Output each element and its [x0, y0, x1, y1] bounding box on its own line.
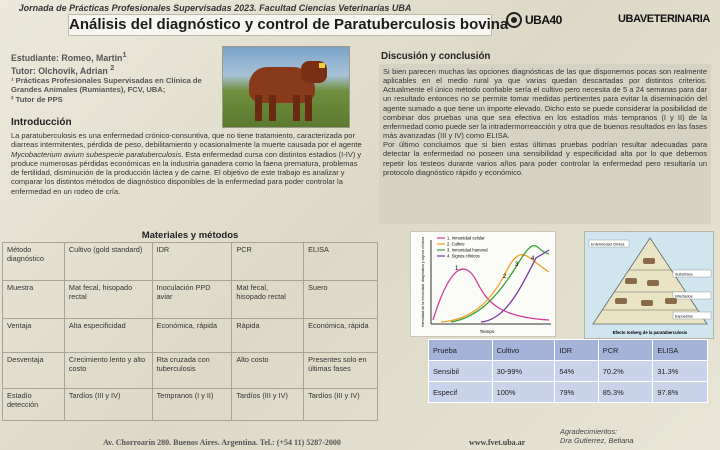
- materials-row: [3, 353, 378, 389]
- curve-label-4: 4: [531, 256, 535, 262]
- calf-leg: [255, 95, 262, 121]
- pyramid-tier-3: Infectados: [675, 294, 693, 299]
- results-cell: 70.2%: [598, 361, 653, 382]
- footer-address: Av. Chorroarín 280. Buenos Aires. Argentina. Tel.: (+54 11) 5287-2000: [103, 438, 341, 447]
- results-cell: Prueba: [429, 340, 493, 361]
- uba40-logo: [506, 11, 562, 29]
- immunity-graph: [410, 231, 556, 337]
- results-cell: 31.3%: [653, 361, 708, 382]
- pyramid-caption: Efecto Iceberg de la paratuberculosis: [612, 330, 688, 335]
- pyramid-tier-2: Subclínica: [675, 272, 693, 277]
- materials-row: [3, 319, 378, 353]
- intro-heading: Introducción: [11, 117, 72, 128]
- curve-cellular-immunity: [433, 269, 549, 320]
- footer-website: www.fvet.uba.ar: [469, 438, 526, 447]
- results-cell: 30-99%: [492, 361, 555, 382]
- poster-title: Análisis del diagnóstico y control de Paratuberculosis bovina: [69, 16, 509, 33]
- materials-cell: Tardíos (III y IV): [232, 389, 304, 421]
- authors-block: [11, 50, 221, 104]
- curve-label-3: 3: [515, 262, 519, 268]
- discussion-paragraph-1: Si bien parecen muchas las opciones diagnósticas de las que disponemos pocas son realmente aplicables en el medio rural ya que varias quedan descartadas por distintos criterios. Actualmente el único método confiable sería el cultivo pero necesita de 5 a 24 semanas para dar un resultado entonces no se permite tomar medidas pertinentes para evitar la diseminación del agente sumado a que tiene un importe elevado. Dicho esto se puede considerar la posibilidad de combinar dos pruebas una que sea efectiva en los estadíos más tempranos (I y II) de la enfermedad como puede ser la intradermorreacción y otra que de buenos resultados en las fases más avanzadas (III y IV) como ELISA.: [383, 67, 707, 141]
- materials-cell: Tardíos (III y IV): [304, 389, 378, 421]
- materials-cell: Cultivo (gold standard): [64, 243, 152, 281]
- graph-y-label: Intensidad de la inmunidad, diagnóstico y signos clínicos: [421, 236, 425, 328]
- results-table: [428, 339, 708, 403]
- materials-cell: ELISA: [304, 243, 378, 281]
- results-row: [429, 361, 708, 382]
- curve-clinical-signs: [481, 250, 549, 322]
- uba-seal-icon: [506, 12, 522, 28]
- materials-cell: Tardíos (III y IV): [64, 389, 152, 421]
- graph-legend-item: 2. Cultivo: [447, 241, 465, 247]
- header: [0, 0, 720, 40]
- acknowledgements: [560, 427, 634, 445]
- materials-cell: Mat fecal, hisopado rectal: [232, 281, 304, 319]
- materials-row-header: Desventaja: [3, 353, 65, 389]
- title-bar: [68, 14, 509, 36]
- graph-legend-item: 3. Inmunidad humoral: [447, 247, 488, 253]
- results-cell: 54%: [555, 361, 598, 382]
- materials-cell: Crecimiento lento y alto costo: [64, 353, 152, 389]
- materials-cell: IDR: [152, 243, 232, 281]
- materials-row-header: Ventaja: [3, 319, 65, 353]
- tutor-name: Tutor: Olchovik, Adrian $^2$: [11, 62, 115, 76]
- organism-name: Mycobacterium avium subespecie paratuberculosis: [11, 149, 182, 159]
- calf-photo: [222, 46, 350, 128]
- uba-veterinaria-logo: UBAVETERINARIA: [618, 13, 710, 25]
- calf-leg: [293, 95, 300, 121]
- results-cell: IDR: [555, 340, 598, 361]
- materials-cell: Alta especificidad: [64, 319, 152, 353]
- affiliation-note-2: ² Tutor de PPS: [11, 94, 63, 104]
- materials-cell: Tempranos (I y II): [152, 389, 232, 421]
- materials-cell: Rápida: [232, 319, 304, 353]
- materials-row-header: Muestra: [3, 281, 65, 319]
- calf-leg: [269, 95, 276, 121]
- event-subtitle: Jornada de Prácticas Profesionales Supervisadas 2023. Facultad Ciencias Veterinarias UBA: [18, 3, 412, 13]
- materials-cell: Suero: [304, 281, 378, 319]
- materials-cell: Inoculación PPD aviar: [152, 281, 232, 319]
- results-cell: 97.8%: [653, 382, 708, 403]
- graph-legend-item: 4. Signos clínicos: [447, 253, 480, 259]
- materials-row: [3, 243, 378, 281]
- uba40-logo-text: UBA40: [525, 13, 562, 27]
- results-cell: 79%: [555, 382, 598, 403]
- materials-table: [2, 242, 378, 421]
- discussion-paragraph-2: Por último concluimos que si bien estas últimas pruebas podrían resultar adecuadas para detectar la enfermedad no poseen una sensibilidad y especificidad alta por lo que debemos repetir los testeos durante varios años para poder controlar la enfermedad pero resultaría un protocolo diagnóstico rápido y económico.: [383, 140, 707, 177]
- ear-tag: [319, 63, 325, 68]
- ack-names: Dra Gutierrez, Betiana: [560, 436, 634, 445]
- curve-label-1: 1: [455, 266, 459, 272]
- iceberg-pyramid-svg: [585, 232, 715, 340]
- materials-cell: Rta cruzada con tuberculosis: [152, 353, 232, 389]
- materials-cell: Presentes solo en últimas fases: [304, 353, 378, 389]
- discussion-heading: Discusión y conclusión: [381, 51, 491, 62]
- discussion-box: [379, 64, 711, 224]
- results-cell: ELISA: [653, 340, 708, 361]
- materials-row-header: Estadío detección: [3, 389, 65, 421]
- student-name: Estudiante: Romeo, Martin$^1$: [11, 50, 127, 63]
- materials-cell: PCR: [232, 243, 304, 281]
- results-row: [429, 382, 708, 403]
- materials-row: [3, 389, 378, 421]
- materials-cell: Económica, rápida: [304, 319, 378, 353]
- results-cell: Cultivo: [492, 340, 555, 361]
- calf-leg: [305, 95, 312, 121]
- materials-heading: Materiales y métodos: [141, 230, 239, 241]
- results-cell: 100%: [492, 382, 555, 403]
- pyramid-tier-4: Expuestos: [675, 314, 693, 319]
- results-cell: Sensibil: [429, 361, 493, 382]
- results-header-row: [429, 340, 708, 361]
- materials-row: [3, 281, 378, 319]
- intro-text: La paratuberculosis es una enfermedad crónico-consuntiva, que no tiene tratamiento, caracterizada por diarreas intermitentes, pérdida de peso, debilitamiento y ocasionalmente la muerte causada por el agente Mycobacterium avium subespecie paratuberculosis. Esta enfermedad cursa con distintos estadios (I-IV) y produce numerosas pérdidas económicas en la industria ganadera como la faena prematura, problemas de fertilidad, disminución de la producción láctea y de carne. El objetivo de este trabajo es analizar y comparar los distintos métodos de diagnóstico disponibles de la enfermedad para poder controlar la enfermedad en un rodeo de cría.: [11, 131, 362, 196]
- results-cell: PCR: [598, 340, 653, 361]
- graph-legend-item: 1. Inmunidad celular: [447, 235, 485, 241]
- materials-cell: Alto costo: [232, 353, 304, 389]
- affiliation-note-1: ¹ Prácticas Profesionales Supervisadas en Clínica de Grandes Animales (Rumiantes), FCV, UBA;: [11, 75, 202, 95]
- pyramid-tier-1: Enfermedad Clínica: [591, 242, 625, 247]
- results-cell: 85.3%: [598, 382, 653, 403]
- results-cell: Especif: [429, 382, 493, 403]
- iceberg-pyramid: [584, 231, 714, 339]
- ack-title: Agradecimientos:: [560, 427, 618, 436]
- graph-x-label: Tiempo: [479, 329, 495, 334]
- materials-cell: Económica, rápida: [152, 319, 232, 353]
- materials-cell: Mat fecal, hisopado rectal: [64, 281, 152, 319]
- curve-label-2: 2: [503, 274, 507, 280]
- immunity-graph-svg: [411, 232, 557, 338]
- materials-row-header: Método diagnóstico: [3, 243, 65, 281]
